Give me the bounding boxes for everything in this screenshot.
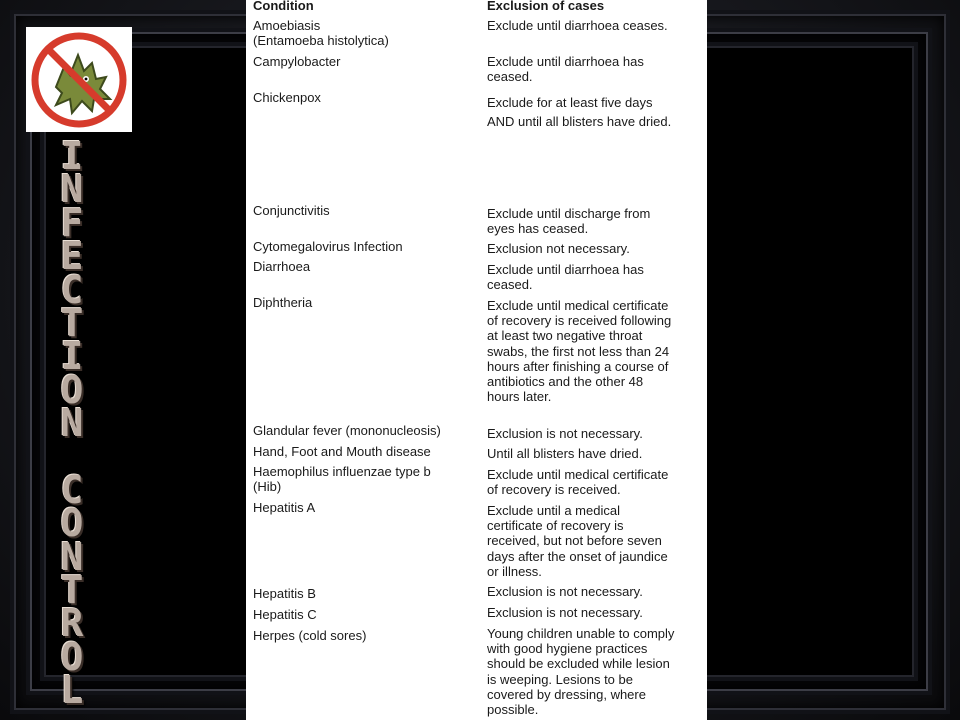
header-condition: Condition [253,0,314,13]
row-exclusion: Exclude until discharge from eyes has ceased. [487,206,651,237]
row-condition: Glandular fever (mononucleosis) [253,423,441,438]
row-exclusion: Young children unable to comply with good hygiene practices should be excluded while lesion is weeping. Lesions to be covered by dressing, where possible. [487,626,675,718]
row-exclusion: Exclude until diarrhoea has ceased. [487,54,644,85]
row-exclusion: Exclude until diarrhoea ceases. [487,18,668,33]
header-exclusion: Exclusion of cases [487,0,605,13]
row-condition: Hepatitis A [253,500,316,515]
row-condition: Haemophilus influenzae type b (Hib) [253,464,431,495]
title-letter: T [60,300,84,345]
title-letter: I [60,334,84,379]
row-exclusion: Exclude until medical certificate of recovery is received following at least two negative throat swabs, the first not less than 24 hours after finishing a course of antibiotics and the other 48 hours later. [487,298,672,405]
row-condition: Conjunctivitis [253,203,330,218]
title-letter: F [60,200,84,245]
title-letter: N [60,167,84,212]
title-letter: O [60,634,84,679]
row-condition: Cytomegalovirus Infection [253,239,403,254]
row-condition: Diarrhoea [253,259,311,274]
no-germs-logo [26,27,132,132]
title-letter: T [60,568,84,613]
row-condition: Amoebiasis (Entamoeba histolytica) [253,18,389,49]
row-exclusion: Exclude until diarrhoea has ceased. [487,262,644,293]
row-exclusion: Exclusion not necessary. [487,241,630,256]
no-germs-icon [26,27,132,132]
title-letter: I [60,134,84,178]
row-exclusion: Until all blisters have dried. [487,446,643,461]
row-exclusion: Exclusion is not necessary. [487,605,643,620]
title-letter: R [60,601,84,646]
title-letter: N [60,401,84,446]
title-letter: N [60,534,84,579]
title-letter: C [60,267,84,312]
title-letter: C [60,467,84,512]
row-condition: Hand, Foot and Mouth disease [253,444,431,459]
row-condition: Hepatitis B [253,586,316,601]
row-condition: Campylobacter [253,54,341,69]
title-letter: O [60,367,84,412]
row-exclusion: Exclusion is not necessary. [487,584,643,599]
row-condition: Diphtheria [253,295,313,310]
row-exclusion: Exclude until a medical certificate of recovery is received, but not before seven days after the onset of jaundice or illness. [487,503,668,579]
row-exclusion: Exclude until medical certificate of recovery is received. [487,467,669,498]
row-condition: Hepatitis C [253,607,317,622]
row-condition: Chickenpox [253,90,321,105]
row-exclusion: Exclude for at least five days AND until all blisters have dried. [487,95,672,129]
row-exclusion: Exclusion is not necessary. [487,426,643,441]
row-condition: Herpes (cold sores) [253,628,367,643]
title-letter: O [60,501,84,546]
title-letter: E [60,234,84,279]
exclusion-table-document [246,0,707,720]
vertical-title-infection-control [40,134,104,715]
title-letter: L [60,668,84,713]
